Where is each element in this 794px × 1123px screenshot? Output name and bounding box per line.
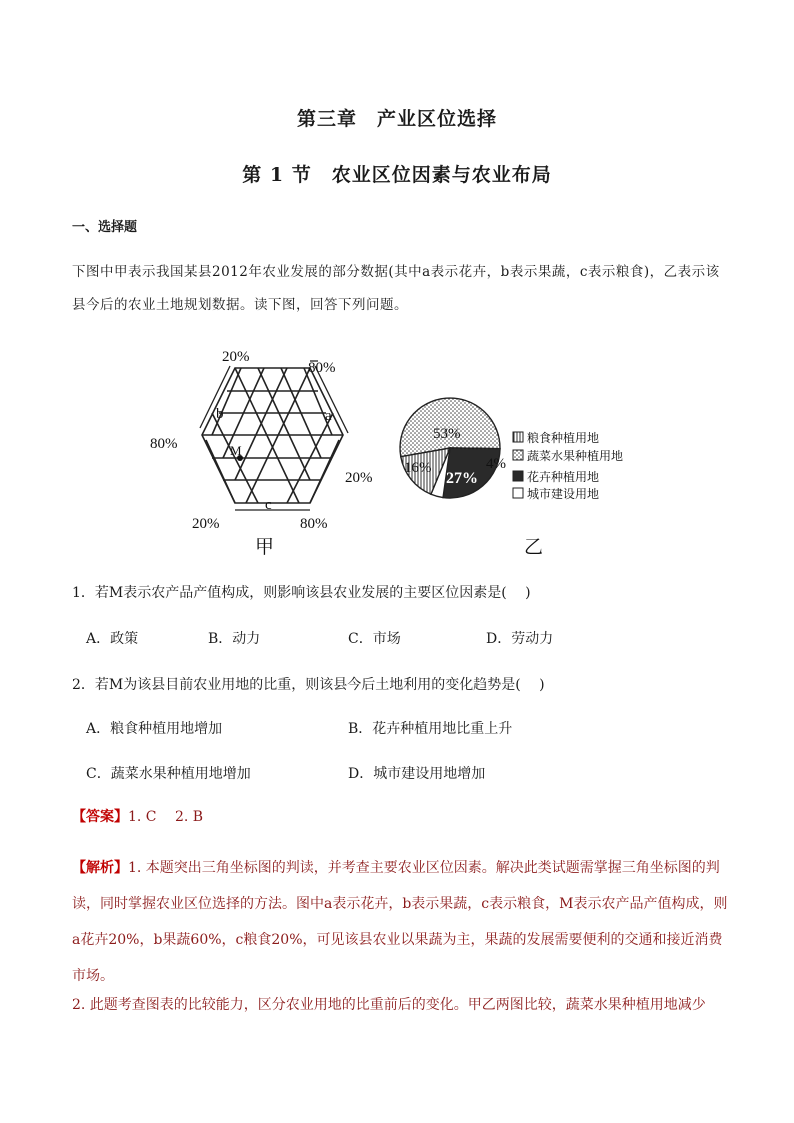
- q1-option-d[interactable]: D．劳动力: [486, 631, 554, 647]
- question-2-stem: 2．若M为该县目前农业用地的比重，则该县今后土地利用的变化趋势是( ): [72, 677, 545, 693]
- legend-swatch-city: [513, 488, 523, 498]
- q1-option-a[interactable]: A．政策: [86, 631, 139, 647]
- diagram-jia-label: 甲: [255, 537, 275, 558]
- analysis-tag: 【解析】: [72, 860, 128, 876]
- q2-option-a[interactable]: A．粮食种植用地增加: [86, 721, 223, 737]
- diagram-yi-label: 乙: [524, 537, 544, 558]
- legend-swatch-veg: [513, 450, 523, 460]
- question-1-stem: 1．若M表示农产品产值构成，则影响该县农业发展的主要区位因素是( ): [72, 585, 531, 601]
- axis-a-label: a: [325, 408, 332, 424]
- answer-line: [72, 806, 203, 826]
- analysis-paragraph: [72, 850, 728, 994]
- q1-option-c[interactable]: C．市场: [348, 631, 401, 647]
- tick-left: 80%: [150, 436, 178, 452]
- pie-label-16: 16%: [404, 460, 432, 476]
- legend-veg: 蔬菜水果种植用地: [527, 449, 624, 463]
- analysis-paragraph-2: 2. 此题考查图表的比较能力，区分农业用地的比重前后的变化。甲乙两图比较，蔬菜水果种植用地减少: [72, 997, 706, 1013]
- q2-option-b[interactable]: B．花卉种植用地比重上升: [348, 721, 513, 737]
- figure-svg: [150, 328, 650, 563]
- q1-option-b[interactable]: B．动力: [208, 631, 261, 647]
- tick-bottom-right: 80%: [300, 516, 328, 532]
- pie-legend: [513, 430, 623, 501]
- pie-label-4: 4%: [486, 456, 506, 472]
- section-title: 第 1 节 农业区位因素与农业布局: [242, 164, 552, 186]
- figure: [150, 328, 650, 563]
- q2-option-c[interactable]: C．蔬菜水果种植用地增加: [86, 766, 251, 782]
- axis-c-label: c: [265, 497, 272, 513]
- legend-swatch-grain: [513, 432, 523, 442]
- legend-flower: 花卉种植用地: [527, 470, 600, 484]
- triangle-diagram: [200, 361, 348, 510]
- pie-label-27: 27%: [446, 470, 478, 487]
- axis-b-label: b: [216, 406, 224, 422]
- analysis-text: 1. 本题突出三角坐标图的判读，并考查主要农业区位因素。解决此类试题需掌握三角坐标图的判读，同时掌握农业区位选择的方法。图中a表示花卉，b表示果蔬，c表示粮食，M表示农产品产值构成，则a花卉20%，b果蔬60%，c粮食20%，可见该县农业以果蔬为主，果蔬的发展需要便利的交通和接近消费市场。: [72, 860, 728, 984]
- answer-tag: 【答案】: [72, 809, 128, 825]
- tick-top-right: 80%: [308, 360, 336, 376]
- tick-bottom-left: 20%: [192, 516, 220, 532]
- tick-right: 20%: [345, 470, 373, 486]
- legend-swatch-flower: [513, 471, 523, 481]
- legend-city: 城市建设用地: [527, 487, 600, 501]
- part-heading: 一、选择题: [72, 220, 138, 235]
- answer-text: 1. C 2. B: [128, 809, 204, 825]
- pie-label-53: 53%: [433, 426, 461, 442]
- tick-top-left: 20%: [222, 349, 250, 365]
- legend-grain: 粮食种植用地: [527, 431, 600, 445]
- question-intro: 下图中甲表示我国某县2012年农业发展的部分数据(其中a表示花卉，b表示果蔬，c表示粮食)，乙表示该县今后的农业土地规划数据。读下图，回答下列问题。: [72, 264, 720, 313]
- point-m-label: M: [230, 443, 242, 458]
- q2-option-d[interactable]: D．城市建设用地增加: [348, 766, 486, 782]
- chapter-title: 第三章 产业区位选择: [296, 108, 497, 130]
